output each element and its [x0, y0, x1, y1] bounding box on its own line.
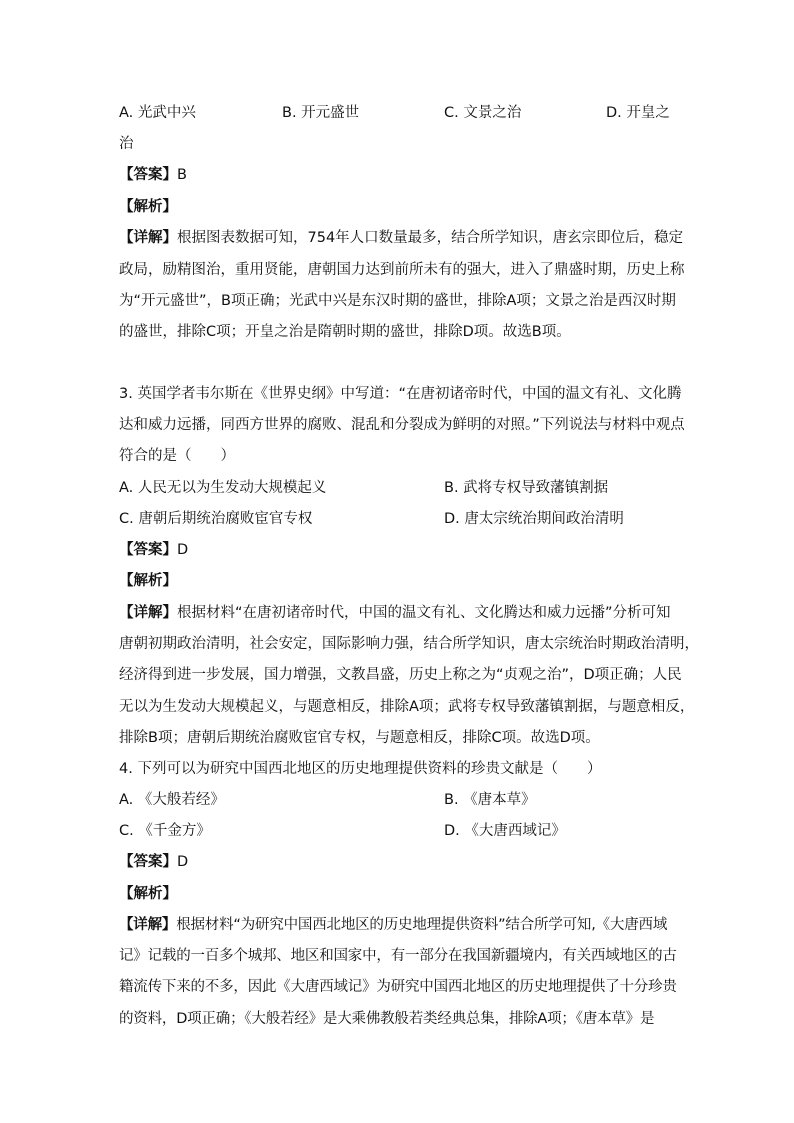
q2-option-d: D. 开皇之: [606, 105, 670, 121]
q3-detail-line-4: 无以为生发动大规模起义，与题意相反，排除A项；武将专权导致藩镇割据，与题意相反，: [119, 699, 695, 715]
q3-option-c: C. 唐朝后期统治腐败宦官专权: [119, 511, 313, 527]
q2-detail-line-2: 政局，励精图治，重用贤能，唐朝国力达到前所未有的强大，进入了鼎盛时期，历史上称: [119, 262, 685, 278]
q3-stem-line-1: 3. 英国学者韦尔斯在《世界史纲》中写道：“在唐初诸帝时代，中国的温文有礼、文化腾: [119, 386, 682, 402]
q3-detail-line-2: 唐朝初期政治清明，社会安定，国际影响力强，结合所学知识，唐太宗统治时期政治清明，: [119, 636, 699, 652]
q2-detail-line-3: 为“开元盛世”，B项正确；光武中兴是东汉时期的盛世，排除A项；文景之治是西汉时期: [119, 293, 676, 309]
q4-analysis-label: 【解析】: [119, 886, 177, 902]
q2-detail-line-1: 【详解】根据图表数据可知，754年人口数量最多，结合所学知识，唐玄宗即位后，稳定: [119, 230, 684, 246]
q3-option-b: B. 武将专权导致藩镇割据: [444, 480, 609, 496]
q3-stem-line-3: 符合的是（ ）: [119, 448, 235, 464]
q2-option-a: A. 光武中兴: [119, 105, 196, 121]
q4-detail-line-3: 籍流传下来的不多，因此《大唐西域记》为研究中国西北地区的历史地理提供了十分珍贵: [119, 979, 677, 995]
q4-option-c: C. 《千金方》: [119, 823, 211, 839]
q2-answer: 【答案】B: [119, 167, 187, 183]
q4-answer: 【答案】D: [119, 854, 189, 870]
q4-stem-line-1: 4. 下列可以为研究中国西北地区的历史地理提供资料的珍贵文献是（ ）: [119, 761, 602, 777]
q2-option-d-wrap: 治: [119, 136, 134, 152]
q4-option-d: D. 《大唐西域记》: [444, 823, 566, 839]
q3-detail-line-1: 【详解】根据材料“在唐初诸帝时代，中国的温文有礼、文化腾达和威力远播”分析可知: [119, 605, 671, 621]
q2-detail-line-4: 的盛世，排除C项；开皇之治是隋朝时期的盛世，排除D项。故选B项。: [119, 324, 571, 340]
q3-option-d: D. 唐太宗统治期间政治清明: [444, 511, 624, 527]
q3-detail-line-3: 经济得到进一步发展，国力增强，文教昌盛，历史上称之为“贞观之治”，D项正确；人民: [119, 667, 682, 683]
q2-analysis-label: 【解析】: [119, 199, 177, 215]
q4-detail-line-2: 记》记载的一百多个城邦、地区和国家中，有一部分在我国新疆境内，有关西域地区的古: [119, 948, 677, 964]
q2-option-b: B. 开元盛世: [282, 105, 360, 121]
q3-option-a: A. 人民无以为生发动大规模起义: [119, 480, 327, 496]
q2-option-c: C. 文景之治: [444, 105, 522, 121]
q4-option-a: A. 《大般若经》: [119, 792, 225, 808]
q4-detail-line-1: 【详解】根据材料“为研究中国西北地区的历史地理提供资料”结合所学可知,《大唐西域: [119, 917, 668, 933]
q3-detail-line-5: 排除B项；唐朝后期统治腐败宦官专权，与题意相反，排除C项。故选D项。: [119, 730, 600, 746]
q3-analysis-label: 【解析】: [119, 573, 177, 589]
q4-option-b: B. 《唐本草》: [444, 792, 536, 808]
q4-detail-line-4: 的资料，D项正确；《大般若经》是大乘佛教般若类经典总集，排除A项；《唐本草》是: [119, 1011, 655, 1027]
q3-stem-line-2: 达和威力远播，同西方世界的腐败、混乱和分裂成为鲜明的对照。”下列说法与材料中观点: [119, 417, 685, 433]
q3-answer: 【答案】D: [119, 542, 189, 558]
